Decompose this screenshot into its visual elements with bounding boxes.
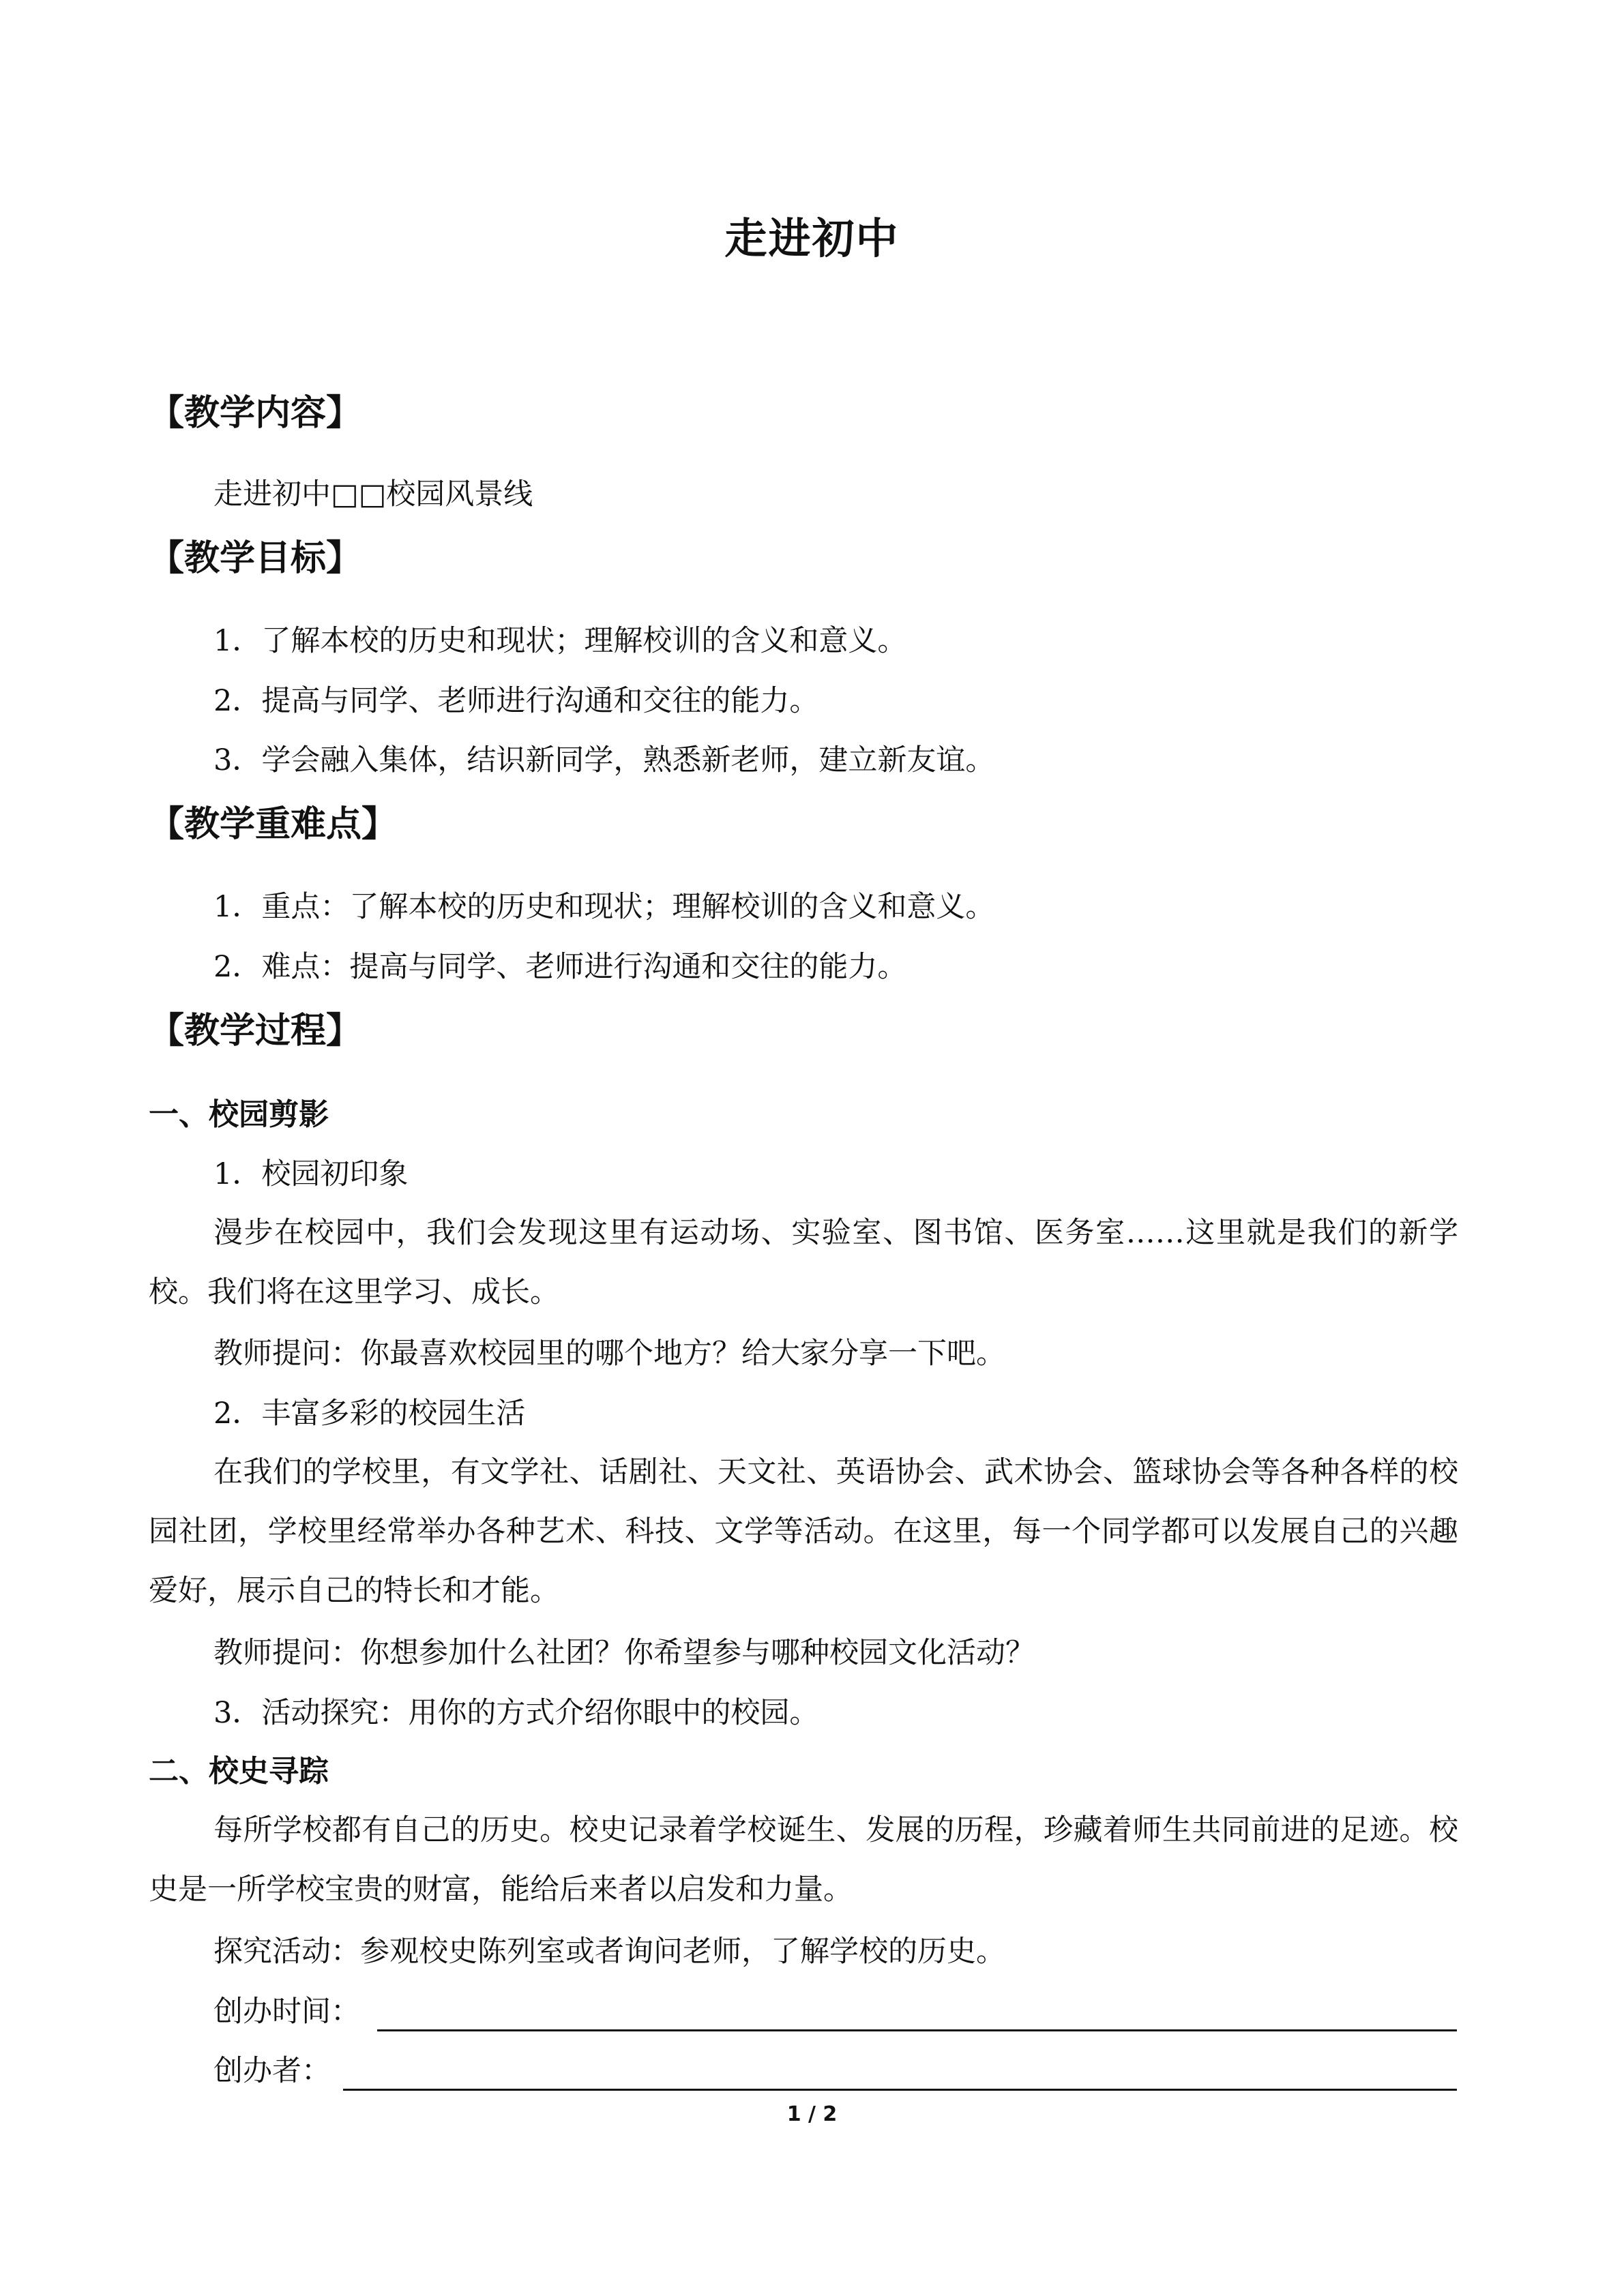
heading-teaching-content: 【教学内容】: [149, 393, 362, 434]
key-point-item-2: 2．难点：提高与同学、老师进行沟通和交往的能力。: [213, 950, 907, 984]
founder-label: 创办者：: [213, 2054, 331, 2088]
sub2-question: 教师提问：你想参加什么社团？你希望参与哪种校园文化活动？: [213, 1636, 1035, 1670]
heading-key-points: 【教学重难点】: [149, 804, 398, 845]
goal-item-2: 2．提高与同学、老师进行沟通和交往的能力。: [213, 684, 819, 718]
page-title: 走进初中: [724, 213, 900, 263]
history-activity: 探究活动：参观校史陈列室或者询问老师，了解学校的历史。: [213, 1935, 1005, 1969]
heading-teaching-goals: 【教学目标】: [149, 538, 362, 579]
heading-teaching-process: 【教学过程】: [149, 1011, 362, 1052]
school-history-paragraph: 每所学校都有自己的历史。校史记录着学校诞生、发展的历程，珍藏着师生共同前进的足迹。校史是一所学校宝贵的财富，能给后来者以启发和力量。: [149, 1813, 1458, 1907]
founding-time-label: 创办时间：: [213, 1995, 360, 2029]
goal-item-1: 1．了解本校的历史和现状；理解校训的含义和意义。: [213, 624, 907, 658]
heading-campus-snapshot: 一、校园剪影: [149, 1097, 329, 1132]
sub2-paragraph: 在我们的学校里，有文学社、话剧社、天文社、英语协会、武术协会、篮球协会等各种各样的校园社团，学校里经常举办各种艺术、科技、文学等活动。在这里，每一个同学都可以发展自己的兴趣爱好，展示自己的特长和才能。: [149, 1455, 1458, 1608]
founding-time-blank[interactable]: [377, 2029, 1457, 2031]
key-point-item-1: 1．重点：了解本校的历史和现状；理解校训的含义和意义。: [213, 890, 995, 924]
goal-item-3: 3．学会融入集体，结识新同学，熟悉新老师，建立新友谊。: [213, 743, 995, 777]
sub3-title: 3．活动探究：用你的方式介绍你眼中的校园。: [213, 1696, 819, 1730]
sub1-question: 教师提问：你最喜欢校园里的哪个地方？给大家分享一下吧。: [213, 1337, 1005, 1371]
founder-blank[interactable]: [343, 2089, 1457, 2091]
sub2-title: 2．丰富多彩的校园生活: [213, 1397, 526, 1431]
page-number: 1 / 2: [786, 2102, 838, 2126]
teaching-content-text: 走进初中□□校园风景线: [213, 477, 533, 511]
sub1-paragraph: 漫步在校园中，我们会发现这里有运动场、实验室、图书馆、医务室……这里就是我们的新学校。我们将在这里学习、成长。: [149, 1216, 1458, 1309]
sub1-title: 1．校园初印象: [213, 1157, 409, 1191]
heading-school-history: 二、校史寻踪: [149, 1754, 329, 1789]
